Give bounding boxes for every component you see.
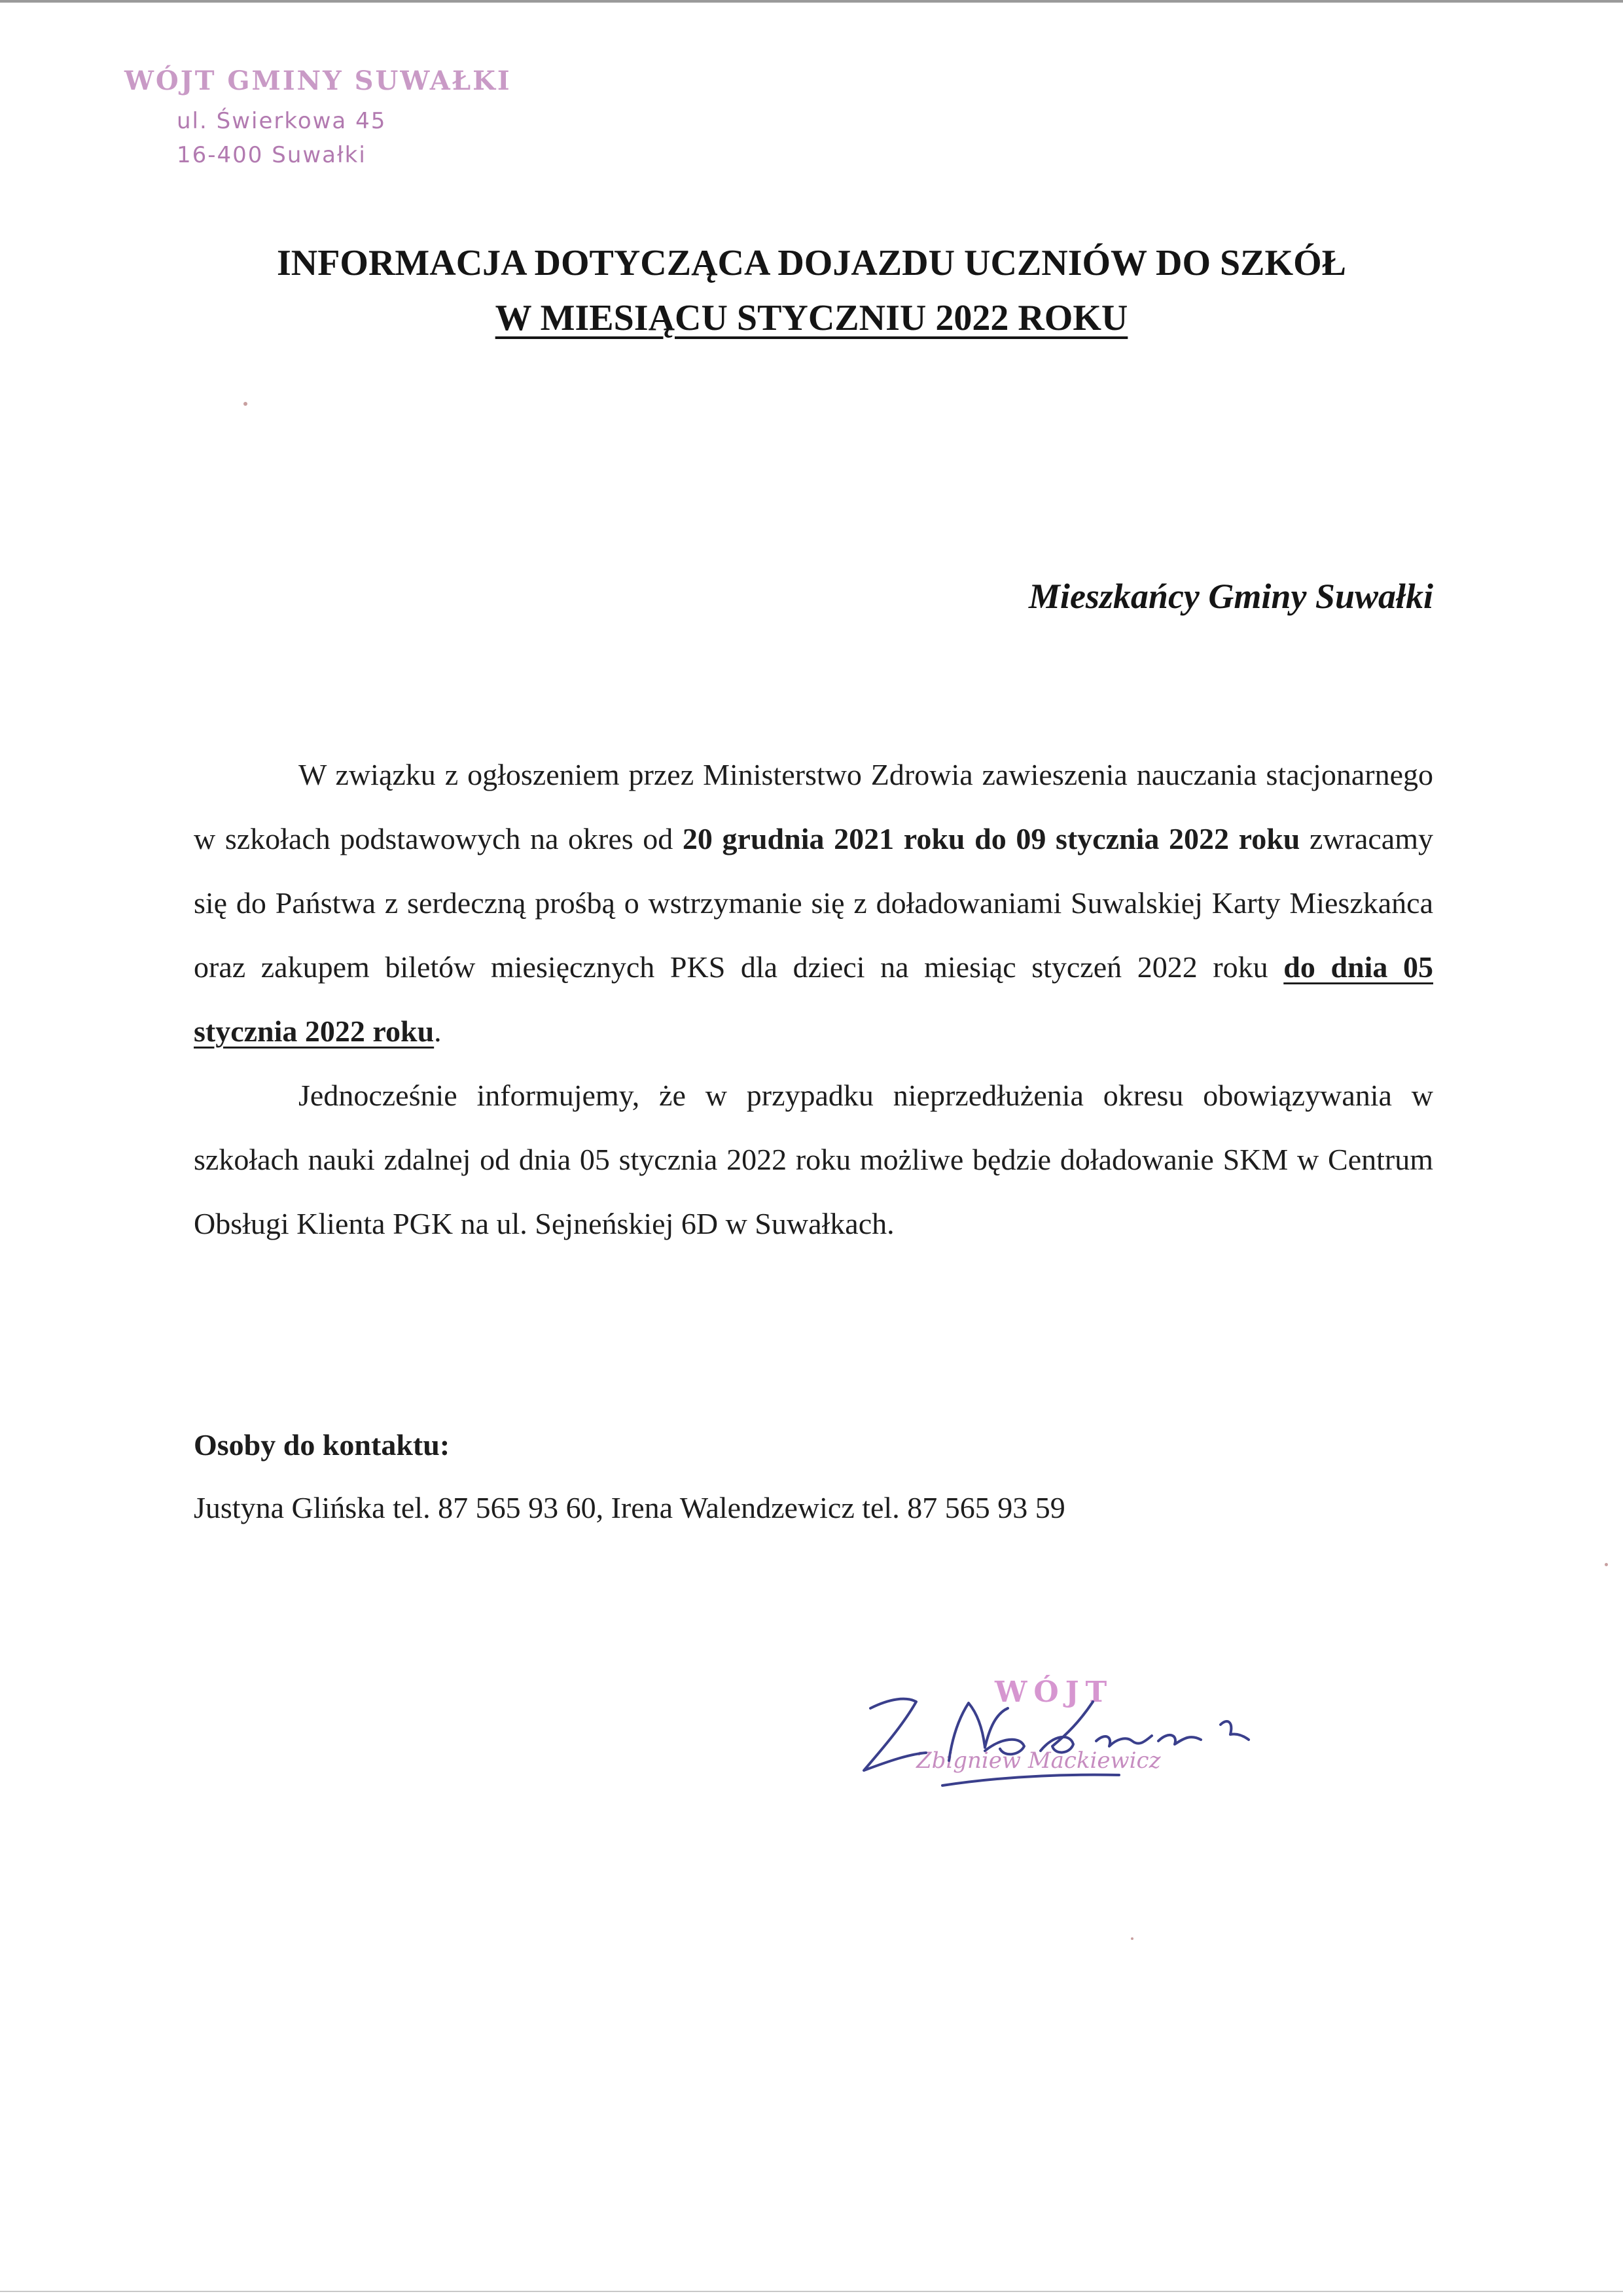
signature-block xyxy=(844,1662,1263,1806)
scan-speck xyxy=(1131,1937,1133,1940)
signature-stamp-name: Zbigniew Mackiewicz xyxy=(916,1748,1161,1774)
contacts-line: Justyna Glińska tel. 87 565 93 60, Irena Walendzewicz tel. 87 565 93 59 xyxy=(194,1491,1065,1524)
scan-edge-bottom xyxy=(0,2291,1623,2292)
scan-speck xyxy=(1605,1563,1608,1566)
paragraph-1-period-bold: 20 grudnia 2021 roku do 09 stycznia 2022 roku xyxy=(682,822,1300,855)
paragraph-1-text-b: zwracamy się do Państwa z serdeczną prośbą o wstrzymanie się z doładowaniami Suwalskiej Karty Mieszkańca oraz zakupem biletów miesięcznych PKS dla dzieci na miesiąc styczeń 2022 roku xyxy=(194,822,1433,984)
salutation: Mieszkańcy Gminy Suwałki xyxy=(1028,577,1433,616)
title-line-2-text: W MIESIĄCU STYCZNIU 2022 ROKU xyxy=(495,298,1128,338)
scan-speck xyxy=(243,402,247,406)
paragraph-2: Jednocześnie informujemy, że w przypadku nieprzedłużenia okresu obowiązywania w szkołach nauki zdalnej od dnia 05 stycznia 2022 roku możliwe będzie doładowanie SKM w Centrum Obsługi Klienta PGK na ul. Sejneńskiej 6D w Suwałkach. xyxy=(194,1079,1433,1240)
stamp-office-name: WÓJT GMINY SUWAŁKI xyxy=(124,65,512,96)
letter-body xyxy=(194,743,1433,1256)
title-line-1: INFORMACJA DOTYCZĄCA DOJAZDU UCZNIÓW DO SZKÓŁ xyxy=(276,243,1346,283)
contacts-section xyxy=(194,1414,1437,1539)
paragraph-1 xyxy=(194,743,1433,1064)
stamp-postal-city: 16-400 Suwałki xyxy=(177,142,366,168)
paragraph-1-text-a: W związku z ogłoszeniem przez Ministerstwo Zdrowia zawieszenia nauczania stacjonarnego w szkołach podstawowych na okres od xyxy=(194,758,1433,855)
signature-stamp-title: WÓJT xyxy=(995,1676,1114,1709)
title-line-2 xyxy=(157,291,1466,346)
scan-edge-top xyxy=(0,0,1623,3)
office-stamp xyxy=(124,65,512,172)
paragraph-1-end: . xyxy=(434,1014,442,1048)
document-title xyxy=(157,236,1466,346)
handwritten-signature-icon xyxy=(844,1662,1263,1806)
paragraph-1-deadline: do dnia 05 stycznia 2022 roku xyxy=(194,950,1433,1048)
stamp-street: ul. Świerkowa 45 xyxy=(177,108,387,134)
contacts-heading: Osoby do kontaktu: xyxy=(194,1428,450,1462)
